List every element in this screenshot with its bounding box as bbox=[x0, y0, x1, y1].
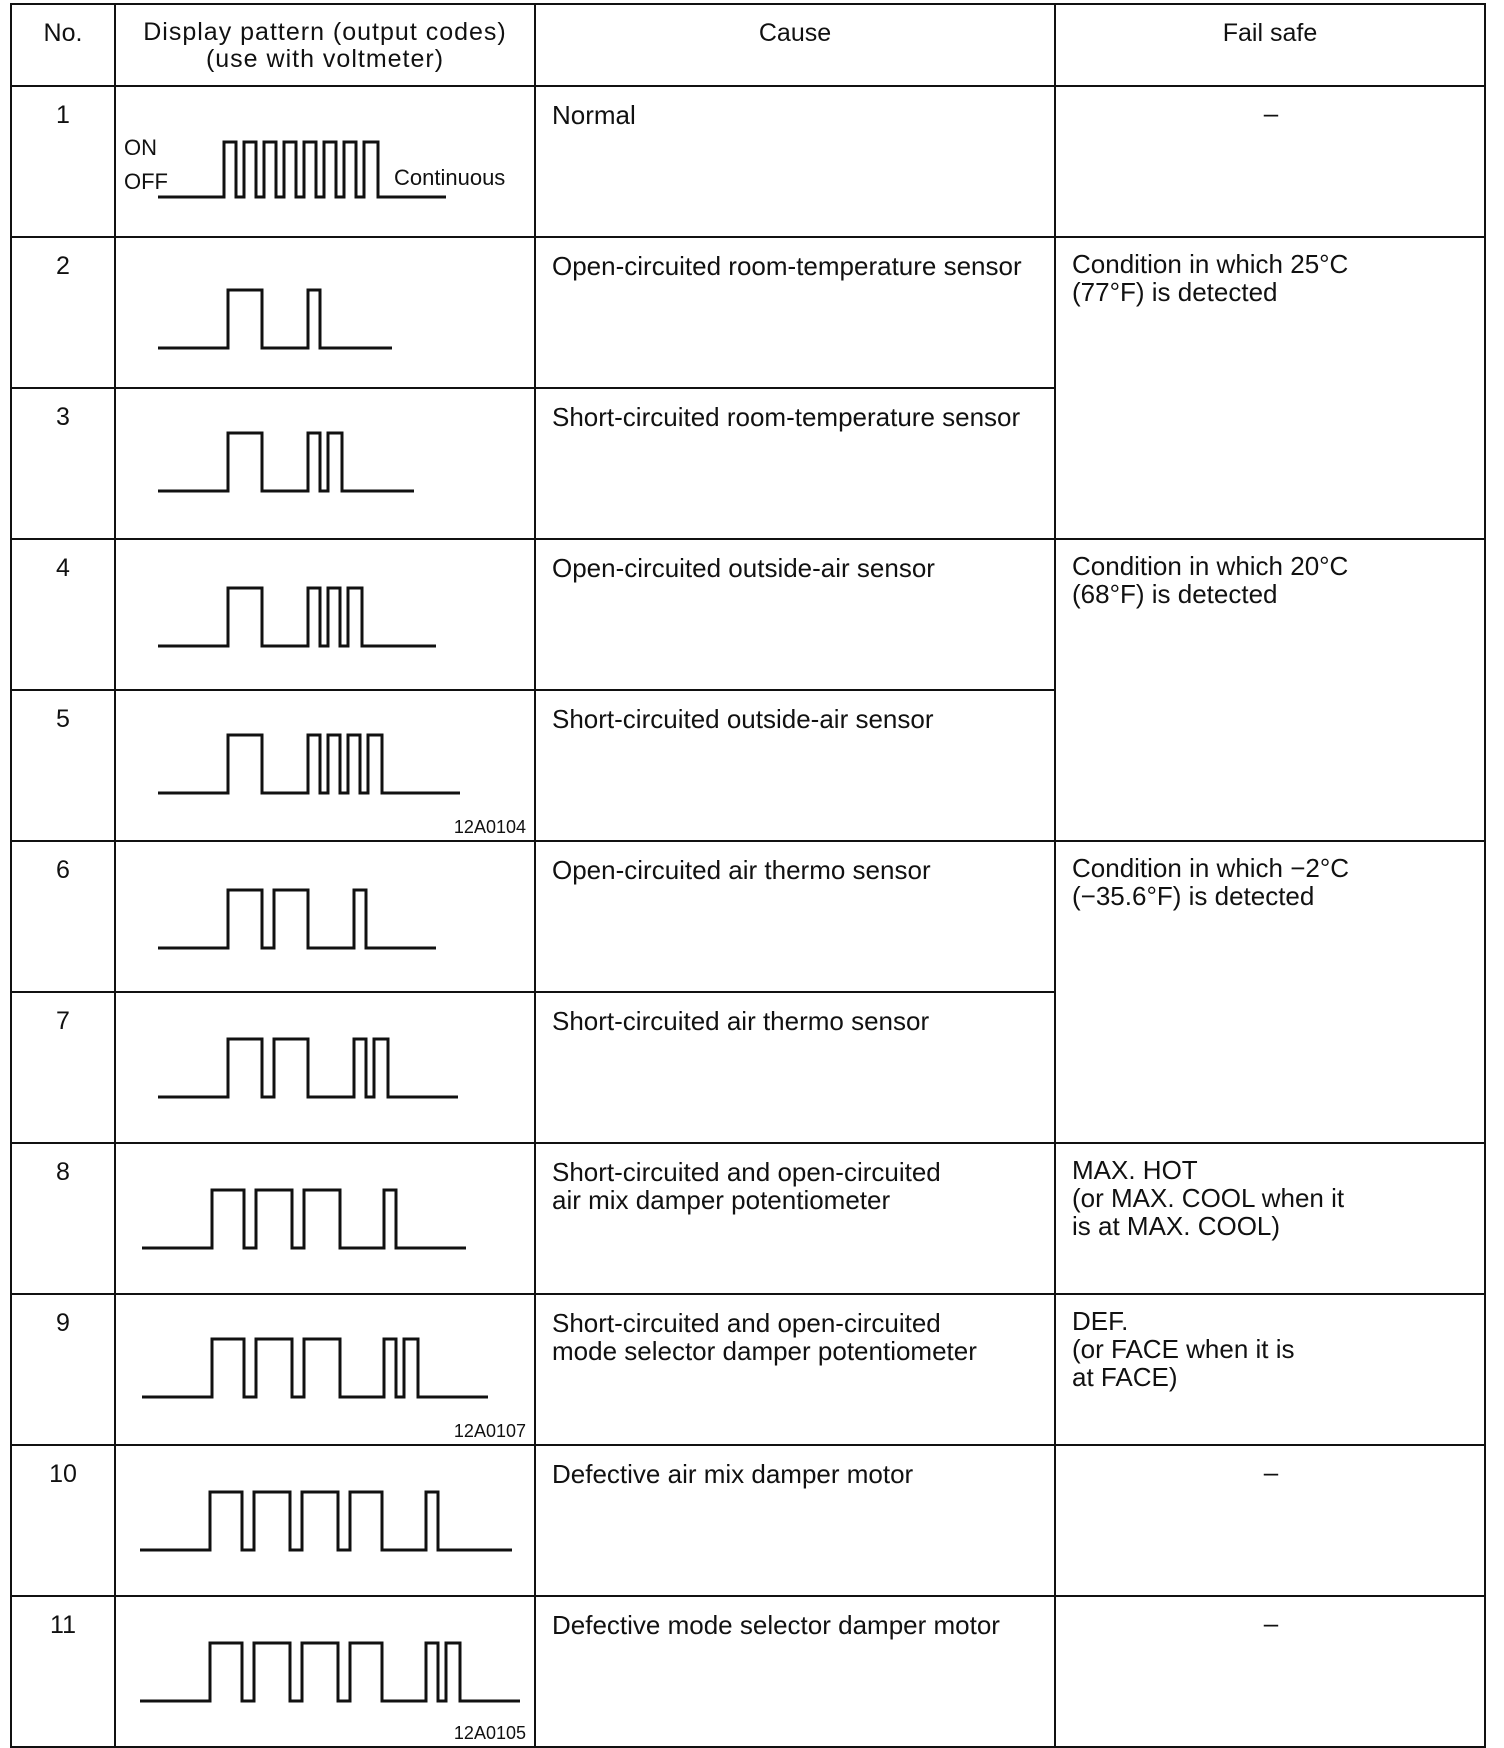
pattern-cell bbox=[115, 841, 535, 992]
continuous-label: Continuous bbox=[394, 165, 506, 190]
table-row bbox=[11, 539, 1485, 690]
table-row bbox=[11, 1294, 1485, 1445]
figure-reference-code: 12A0104 bbox=[453, 817, 526, 837]
fail-safe-line: (77°F) is detected bbox=[1072, 277, 1278, 307]
header-no: No. bbox=[11, 4, 115, 86]
pulse-pattern-diagram bbox=[116, 1597, 536, 1732]
cause-cell: Open-circuited air thermo sensor bbox=[535, 841, 1055, 992]
fail-safe-line: at FACE) bbox=[1072, 1362, 1178, 1392]
table-row bbox=[11, 841, 1485, 992]
fail-safe-line: Condition in which 25°C bbox=[1072, 249, 1349, 279]
pulse-pattern-diagram bbox=[116, 842, 536, 977]
fail-safe-line: Condition in which 20°C bbox=[1072, 551, 1349, 581]
cause-cell bbox=[535, 1143, 1055, 1294]
cause-cell: Short-circuited room-temperature sensor bbox=[535, 388, 1055, 539]
table-row bbox=[11, 1596, 1485, 1747]
row-number: 9 bbox=[11, 1294, 115, 1445]
cause-cell: Defective air mix damper motor bbox=[535, 1445, 1055, 1596]
cause-cell: Open-circuited outside-air sensor bbox=[535, 539, 1055, 690]
pulse-pattern-diagram bbox=[116, 87, 536, 222]
fail-safe-cell: – bbox=[1055, 86, 1485, 237]
fail-safe-cell bbox=[1055, 1294, 1485, 1445]
fail-safe-line: (or FACE when it is bbox=[1072, 1334, 1295, 1364]
pattern-cell bbox=[115, 237, 535, 388]
diagnosis-code-table bbox=[10, 3, 1486, 1748]
pattern-cell bbox=[115, 1445, 535, 1596]
pattern-cell bbox=[115, 1143, 535, 1294]
cause-cell: Short-circuited outside-air sensor bbox=[535, 690, 1055, 841]
pulse-pattern-diagram bbox=[116, 238, 536, 373]
table-row bbox=[11, 1143, 1485, 1294]
pattern-cell bbox=[115, 388, 535, 539]
off-label: OFF bbox=[124, 169, 168, 194]
table-row bbox=[11, 86, 1485, 237]
pattern-cell bbox=[115, 992, 535, 1143]
header-pattern-line1: Display pattern (output codes) bbox=[143, 18, 507, 46]
pattern-cell bbox=[115, 690, 535, 841]
pulse-pattern-diagram bbox=[116, 540, 536, 675]
on-label: ON bbox=[124, 135, 157, 160]
cause-cell: Short-circuited air thermo sensor bbox=[535, 992, 1055, 1143]
pulse-pattern-diagram bbox=[116, 1446, 536, 1581]
fail-safe-cell bbox=[1055, 1143, 1485, 1294]
fail-safe-line: MAX. HOT bbox=[1072, 1155, 1198, 1185]
pattern-cell bbox=[115, 539, 535, 690]
fail-safe-cell: – bbox=[1055, 1596, 1485, 1747]
pulse-pattern-diagram bbox=[116, 1295, 536, 1430]
cause-cell: Defective mode selector damper motor bbox=[535, 1596, 1055, 1747]
row-number: 7 bbox=[11, 992, 115, 1143]
fail-safe-cell bbox=[1055, 539, 1485, 841]
pulse-pattern-diagram bbox=[116, 691, 536, 826]
row-number: 1 bbox=[11, 86, 115, 237]
figure-reference-code: 12A0105 bbox=[453, 1723, 526, 1743]
row-number: 6 bbox=[11, 841, 115, 992]
figure-reference-code: 12A0107 bbox=[453, 1421, 526, 1441]
fail-safe-line: (−35.6°F) is detected bbox=[1072, 881, 1315, 911]
fail-safe-cell: – bbox=[1055, 1445, 1485, 1596]
row-number: 11 bbox=[11, 1596, 115, 1747]
pulse-pattern-diagram bbox=[116, 389, 536, 524]
table-row bbox=[11, 237, 1485, 388]
fail-safe-line: Condition in which −2°C bbox=[1072, 853, 1350, 883]
row-number: 10 bbox=[11, 1445, 115, 1596]
pulse-pattern-diagram bbox=[116, 1144, 536, 1279]
pattern-cell bbox=[115, 1294, 535, 1445]
fail-safe-line: (68°F) is detected bbox=[1072, 579, 1278, 609]
cause-line: Short-circuited and open-circuited bbox=[552, 1308, 941, 1338]
row-number: 8 bbox=[11, 1143, 115, 1294]
pattern-cell bbox=[115, 1596, 535, 1747]
header-cause: Cause bbox=[535, 4, 1055, 86]
fail-safe-cell bbox=[1055, 841, 1485, 1143]
cause-cell: Normal bbox=[535, 86, 1055, 237]
table-row bbox=[11, 1445, 1485, 1596]
cause-line: mode selector damper potentiometer bbox=[552, 1336, 977, 1366]
cause-cell: Open-circuited room-temperature sensor bbox=[535, 237, 1055, 388]
cause-line: air mix damper potentiometer bbox=[552, 1185, 891, 1215]
row-number: 5 bbox=[11, 690, 115, 841]
cause-cell bbox=[535, 1294, 1055, 1445]
pulse-pattern-diagram bbox=[116, 993, 536, 1128]
row-number: 4 bbox=[11, 539, 115, 690]
header-pattern-line2: (use with voltmeter) bbox=[205, 45, 445, 73]
fail-safe-line: is at MAX. COOL) bbox=[1072, 1211, 1281, 1241]
fail-safe-line: DEF. bbox=[1072, 1306, 1129, 1336]
header-fail-safe: Fail safe bbox=[1055, 4, 1485, 86]
header-display-pattern bbox=[115, 4, 535, 86]
pattern-cell bbox=[115, 86, 535, 237]
header-row bbox=[11, 4, 1485, 86]
fail-safe-line: (or MAX. COOL when it bbox=[1072, 1183, 1345, 1213]
row-number: 3 bbox=[11, 388, 115, 539]
row-number: 2 bbox=[11, 237, 115, 388]
cause-line: Short-circuited and open-circuited bbox=[552, 1157, 941, 1187]
fail-safe-cell bbox=[1055, 237, 1485, 539]
